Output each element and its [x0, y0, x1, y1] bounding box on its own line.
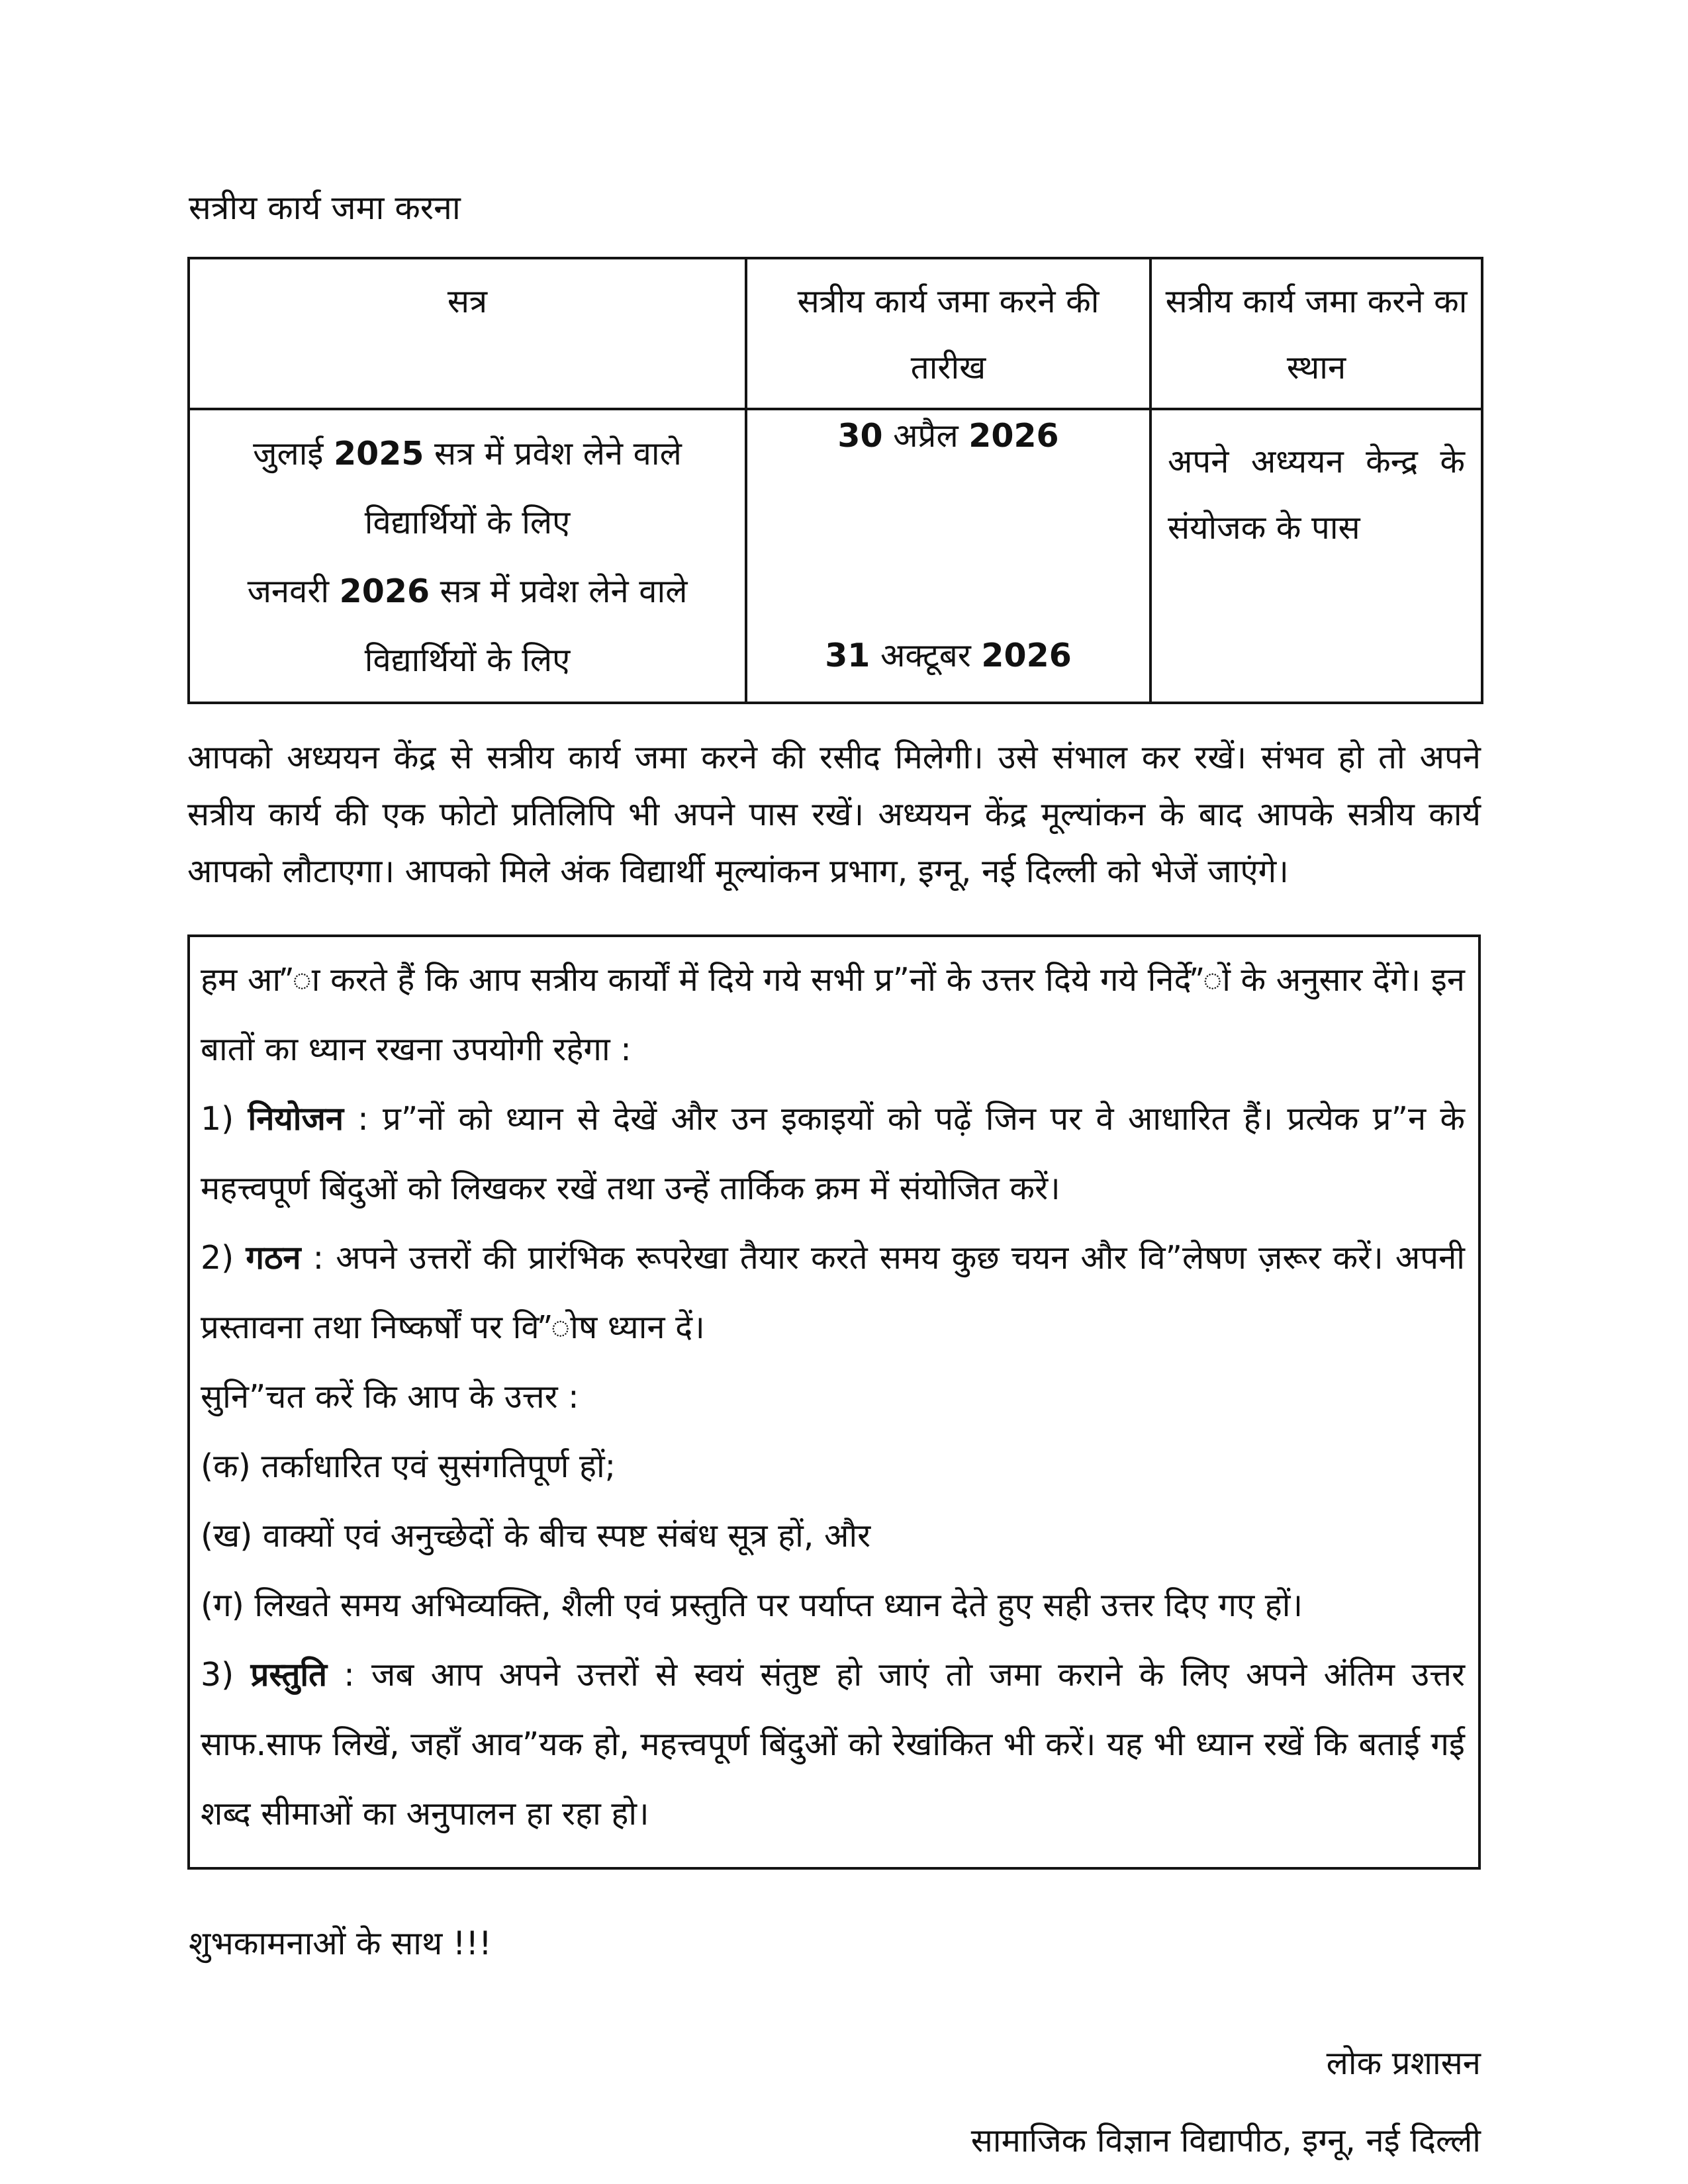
instruction-item-3: [201, 1640, 1465, 1848]
place-cell: अपने अध्ययन केन्द्र के संयोजक के पास: [1150, 409, 1482, 703]
session-text: सत्र में प्रवेश लेने वाले विद्यार्थियों के लिए: [364, 572, 688, 679]
session-year: 2026: [339, 572, 430, 610]
item-number: 3): [201, 1656, 234, 1694]
session-text: सत्र में प्रवेश लेने वाले विद्यार्थियों के लिए: [364, 435, 682, 541]
session-july-2025: [207, 420, 727, 557]
session-month: जुलाई: [253, 435, 324, 473]
item-label: प्रस्तुति: [250, 1656, 328, 1694]
box-intro: हम आ”ा करते हैं कि आप सत्रीय कार्यों में दिये गये सभी प्र”नों के उत्तर दिये गये निर्दे”ों के अनुसार देंगे। इन बातों का ध्यान रखना उपयोगी रहेगा :: [201, 961, 1465, 1068]
instruction-item-2: [201, 1223, 1465, 1362]
item-label: गठन: [246, 1239, 301, 1277]
sub-item-ga: (ग) लिखते समय अभिव्यक्ति, शैली एवं प्रस्तुति पर पर्याप्त ध्यान देते हुए सही उत्तर दिए गए हों।: [201, 1586, 1303, 1624]
dates-wrap: [748, 411, 1149, 676]
header-submission-date: सत्रीय कार्य जमा करने की तारीख: [746, 258, 1150, 409]
submission-date-2: [825, 636, 1072, 676]
instruction-item-1: [201, 1084, 1465, 1223]
item-text: : जब आप अपने उत्तरों से स्वयं संतुष्ट हो जाएं तो जमा कराने के लिए अपने अंतिम उत्तर साफ.साफ लिखें, जहाँ आव”यक हो, महत्त्वपूर्ण बिंदुओं को रेखांकित भी करें। यह भी ध्यान रखें कि बताई गई शब्द सीमाओं का अनुपालन हा रहा हो।: [201, 1656, 1465, 1833]
header-submission-place: सत्रीय कार्य जमा करने का स्थान: [1150, 258, 1482, 409]
date-month: अप्रैल: [893, 417, 959, 455]
item-number: 2): [201, 1239, 234, 1277]
table-header-row: [189, 258, 1482, 409]
header-session: सत्र: [189, 258, 746, 409]
date-cell: [746, 409, 1150, 703]
sub-item-kha: (ख) वाक्यों एवं अनुच्छेदों के बीच स्पष्ट संबंध सूत्र हों, और: [201, 1517, 871, 1555]
date-day: 30: [837, 417, 883, 455]
sub-item-ka: (क) तर्काधारित एवं सुसंगतिपूर्ण हों;: [201, 1447, 616, 1485]
session-cell: [189, 409, 746, 703]
ensure-line: सुनि”चत करें कि आप के उत्तर :: [201, 1378, 579, 1416]
instruction-box: [187, 934, 1481, 1870]
item-label: नियोजन: [248, 1100, 344, 1138]
table-row: [189, 409, 1482, 703]
submission-schedule-table: [187, 257, 1483, 704]
date-day: 31: [825, 637, 870, 674]
item-number: 1): [201, 1100, 234, 1138]
item-text: : प्र”नों को ध्यान से देखें और उन इकाइयों को पढ़ें जिन पर वे आधारित हैं। प्रत्येक प्र”न के महत्त्वपूर्ण बिंदुओं को लिखकर रखें तथा उन्हें तार्किक क्रम में संयोजित करें।: [201, 1100, 1466, 1207]
session-month: जनवरी: [247, 572, 330, 610]
closing-wishes: शुभकामनाओं के साथ !!!: [189, 1925, 492, 1962]
signature-school: सामाजिक विज्ञान विद्यापीठ, इग्नू, नई दिल्ली: [970, 2122, 1481, 2160]
item-text: : अपने उत्तरों की प्रारंभिक रूपरेखा तैयार करते समय कुछ चयन और वि”लेषण ज़रूर करें। अपनी प्रस्तावना तथा निष्कर्षों पर वि”ोष ध्यान दें।: [201, 1239, 1465, 1346]
document-content: [187, 184, 1481, 2175]
page-title: सत्रीय कार्य जमा करना: [189, 189, 461, 227]
signature-block: [187, 2028, 1481, 2175]
date-month: अक्टूबर: [880, 637, 971, 674]
date-year: 2026: [968, 417, 1059, 455]
date-year: 2026: [981, 637, 1072, 674]
signature-discipline: लोक प्रशासन: [1326, 2044, 1481, 2082]
session-year: 2025: [334, 435, 424, 473]
receipt-paragraph: आपको अध्ययन केंद्र से सत्रीय कार्य जमा करने की रसीद मिलेगी। उसे संभाल कर रखें। संभव हो तो अपने सत्रीय कार्य की एक फोटो प्रतिलिपि भी अपने पास रखें। अध्ययन केंद्र मूल्यांकन के बाद आपके सत्रीय कार्य आपको लौटाएगा। आपको मिले अंक विद्यार्थी मूल्यांकन प्रभाग, इग्नू, नई दिल्ली को भेजें जाएंगे।: [187, 739, 1481, 890]
submission-date-1: [837, 416, 1058, 456]
session-january-2026: [207, 557, 727, 695]
